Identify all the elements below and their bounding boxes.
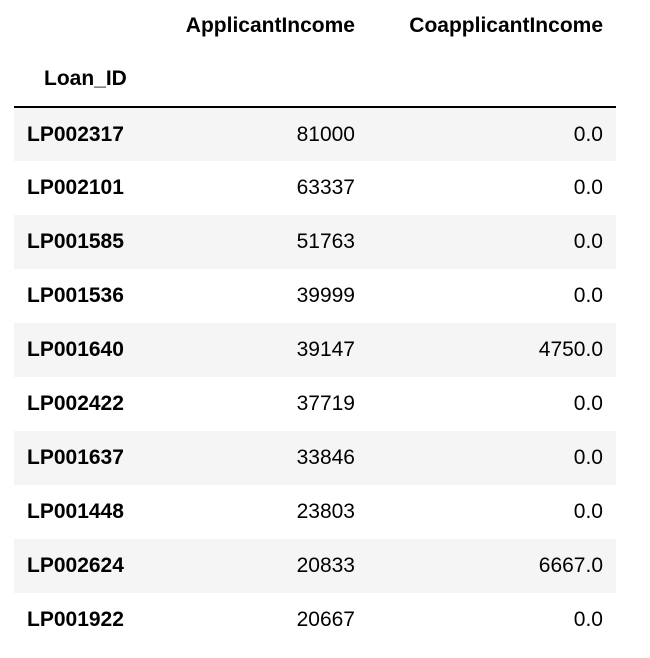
table-row <box>14 215 616 269</box>
coapplicant-income-cell: 0.0 <box>573 176 603 199</box>
row-index-label: LP002624 <box>27 554 124 577</box>
column-header-blank <box>14 0 152 52</box>
index-header-blank <box>152 52 368 107</box>
row-index-label: LP001640 <box>27 338 124 361</box>
table-row <box>14 485 616 539</box>
table-row <box>14 377 616 431</box>
applicant-income-cell: 23803 <box>296 500 355 523</box>
table-row <box>14 161 616 215</box>
coapplicant-income-cell: 0.0 <box>573 608 603 631</box>
applicant-income-cell: 39147 <box>296 338 355 361</box>
row-index-label: LP002317 <box>27 122 124 146</box>
applicant-income-cell: 39999 <box>296 284 355 307</box>
index-header-blank <box>368 52 616 107</box>
applicant-income-cell: 20667 <box>296 608 355 631</box>
row-index-label: LP001922 <box>27 608 124 631</box>
applicant-income-cell: 33846 <box>296 446 355 469</box>
coapplicant-income-cell: 0.0 <box>573 284 603 307</box>
dataframe-output <box>14 0 616 647</box>
applicant-income-cell: 51763 <box>296 230 355 253</box>
index-name-header: Loan_ID <box>44 67 127 90</box>
table-row <box>14 323 616 377</box>
applicant-income-cell: 81000 <box>296 122 355 146</box>
row-index-label: LP002422 <box>27 392 124 415</box>
row-index-label: LP001536 <box>27 284 124 307</box>
coapplicant-income-cell: 0.0 <box>573 392 603 415</box>
applicant-income-cell: 20833 <box>296 554 355 577</box>
applicant-income-cell: 37719 <box>296 392 355 415</box>
applicant-income-cell: 63337 <box>296 176 355 199</box>
table-body <box>14 107 616 647</box>
table-row <box>14 539 616 593</box>
index-header-row <box>14 52 616 107</box>
table-row <box>14 593 616 647</box>
table-header <box>14 0 616 107</box>
column-header-coapplicant-income: CoapplicantIncome <box>409 14 603 37</box>
row-index-label: LP001585 <box>27 230 124 253</box>
row-index-label: LP002101 <box>27 176 124 199</box>
coapplicant-income-cell: 0.0 <box>573 446 603 469</box>
row-index-label: LP001448 <box>27 500 124 523</box>
table-row <box>14 107 616 161</box>
column-header-row <box>14 0 616 52</box>
coapplicant-income-cell: 0.0 <box>573 230 603 253</box>
coapplicant-income-cell: 4750.0 <box>538 338 603 361</box>
row-index-label: LP001637 <box>27 446 124 469</box>
coapplicant-income-cell: 0.0 <box>573 500 603 523</box>
column-header-applicant-income: ApplicantIncome <box>185 14 355 37</box>
table-row <box>14 269 616 323</box>
table-row <box>14 431 616 485</box>
coapplicant-income-cell: 0.0 <box>573 122 603 146</box>
dataframe-table <box>14 0 616 647</box>
coapplicant-income-cell: 6667.0 <box>538 554 603 577</box>
